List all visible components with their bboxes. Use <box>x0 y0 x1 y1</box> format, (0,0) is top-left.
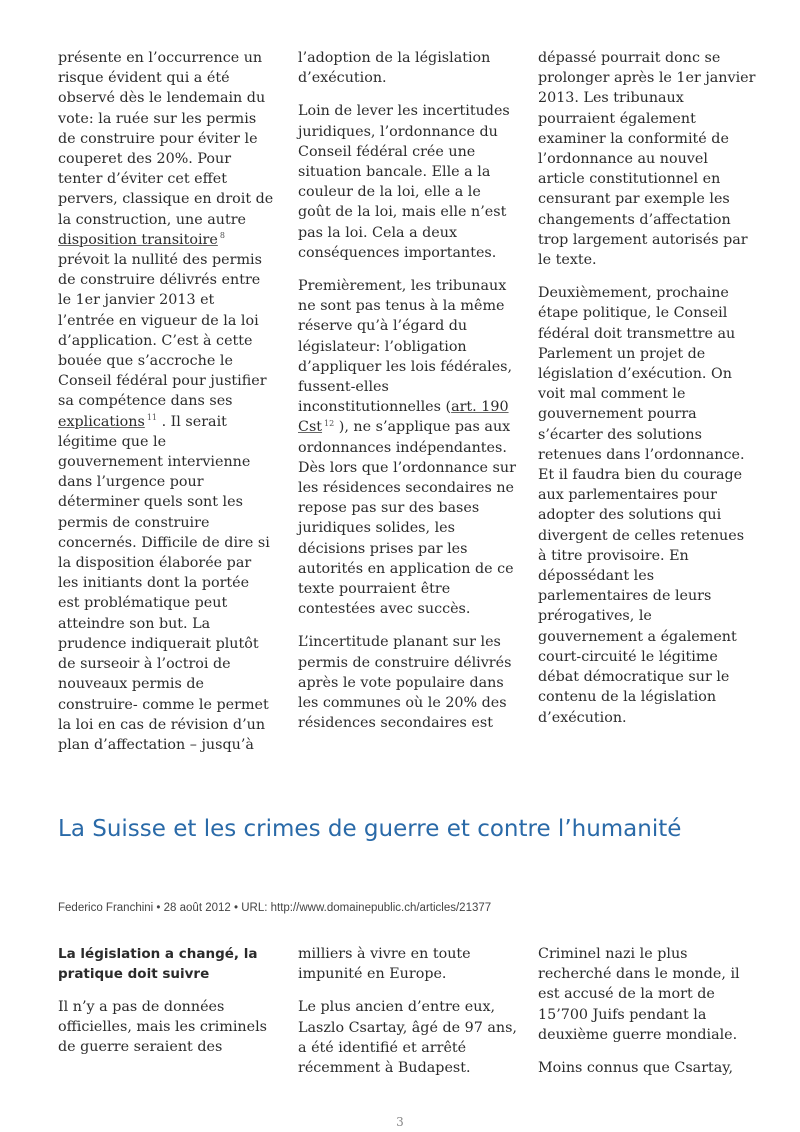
paragraph: dépassé pourrait donc se prolonger après le 1er janvier 2013. Les tribunaux pourraient également examiner la conformité de l’ordonnance au nouvel article constitutionnel en censurant par exemple les changements d’affectation trop largement autorisés par le texte. <box>538 50 756 269</box>
article-column-3 <box>538 944 756 1091</box>
paragraph: Loin de lever les incertitudes juridiques, l’ordonnance du Conseil fédéral crée une situation bancale. Elle a la couleur de la loi, elle a le goût de la loi, mais elle n’est pas la loi. Cela a deux conséquences importantes. <box>298 103 510 261</box>
paragraph <box>298 276 518 619</box>
section-subheading: La législation a changé, la pratique doit suivre <box>58 946 258 982</box>
page-number: 3 <box>396 1115 404 1129</box>
text-run: ), ne s’applique pas aux ordonnances indépendantes. Dès lors que l’ordonnance sur les résidences secondaires ne repose pas sur des bases juridiques solides, les décisions prises par les autorités en application de ce texte pourraient être contestées avec succès. <box>298 419 516 618</box>
paragraph: milliers à vivre en toute impunité en Europe. <box>298 946 471 983</box>
paragraph <box>58 48 274 755</box>
article-column-1 <box>58 944 276 1071</box>
link-art-190-cst[interactable]: art. 190 Cst <box>298 399 509 436</box>
text-run: présente en l’occurrence un risque évident qui a été observé dès le lendemain du vote: la ruée sur les permis de construire pour éviter le couperet des 20%. Pour tenter d’éviter cet effet pervers, classique en droit de la construction, une autre <box>58 50 274 228</box>
footnote-ref[interactable]: 12 <box>324 418 335 428</box>
footnote-ref[interactable]: 11 <box>146 412 158 422</box>
column-3 <box>538 48 756 741</box>
text-run: Premièrement, les tribunaux ne sont pas tenus à la même réserve qu’à l’égard du législateur: l’obligation d’appliquer les lois fédérales, fussent-elles inconstitutionnelles ( <box>298 278 513 416</box>
paragraph: Le plus ancien d’entre eux, Laszlo Csartay, âgé de 97 ans, a été identifié et arrêté récemment à Budapest. <box>298 999 517 1077</box>
paragraph: Criminel nazi le plus recherché dans le monde, il est accusé de la mort de 15’700 Juifs pendant la deuxième guerre mondiale. <box>538 946 740 1043</box>
paragraph: Il n’y a pas de données officielles, mais les criminels de guerre seraient des <box>58 999 267 1056</box>
paragraph: l’adoption de la législation d’exécution. <box>298 50 491 87</box>
article-byline: Federico Franchini • 28 août 2012 • URL: http://www.domainepublic.ch/articles/21377 <box>58 902 492 914</box>
paragraph: Moins connus que Csartay, <box>538 1060 734 1077</box>
paragraph: L’incertitude planant sur les permis de construire délivrés après le vote populaire dans les communes où le 20% des résidences secondaires est <box>298 634 512 732</box>
text-run: . Il serait légitime que le gouvernement intervienne dans l’urgence pour déterminer quels sont les permis de construire concernés. Difficile de dire si la disposition élaborée par les initiants dont la portée est problématique peut atteindre son but. La prudence indiquerait plutôt de surseoir à l’octroi de nouveaux permis de construire- comme le permet la loi en cas de révision d’un plan d’affectation – jusqu’à <box>58 413 270 753</box>
column-1 <box>58 48 274 768</box>
article-column-2 <box>298 944 518 1091</box>
article-title: La Suisse et les crimes de guerre et contre l’humanité <box>58 816 682 842</box>
link-explications[interactable]: explications <box>58 413 145 430</box>
paragraph: Deuxièmement, prochaine étape politique, le Conseil fédéral doit transmettre au Parlement un projet de législation d’exécution. On voit mal comment le gouvernement pourra s’écarter des solutions retenues dans l’ordonnance. Et il faudra bien du courage aux parlementaires pour adopter des solutions qui divergent de celles retenues à titre provisoire. En dépossédant les parlementaires de leurs prérogatives, le gouvernement a également court-circuité le légitime débat démocratique sur le contenu de la législation d’exécution. <box>538 285 745 726</box>
link-disposition-transitoire[interactable]: disposition transitoire <box>58 231 218 248</box>
column-2 <box>298 48 518 747</box>
footnote-ref[interactable]: 8 <box>219 231 225 241</box>
text-run: prévoit la nullité des permis de construire délivrés entre le 1er janvier 2013 et l’entrée en vigueur de la loi d’application. C’est à cette bouée que s’accroche le Conseil fédéral pour justifier sa compétence dans ses <box>58 252 267 410</box>
